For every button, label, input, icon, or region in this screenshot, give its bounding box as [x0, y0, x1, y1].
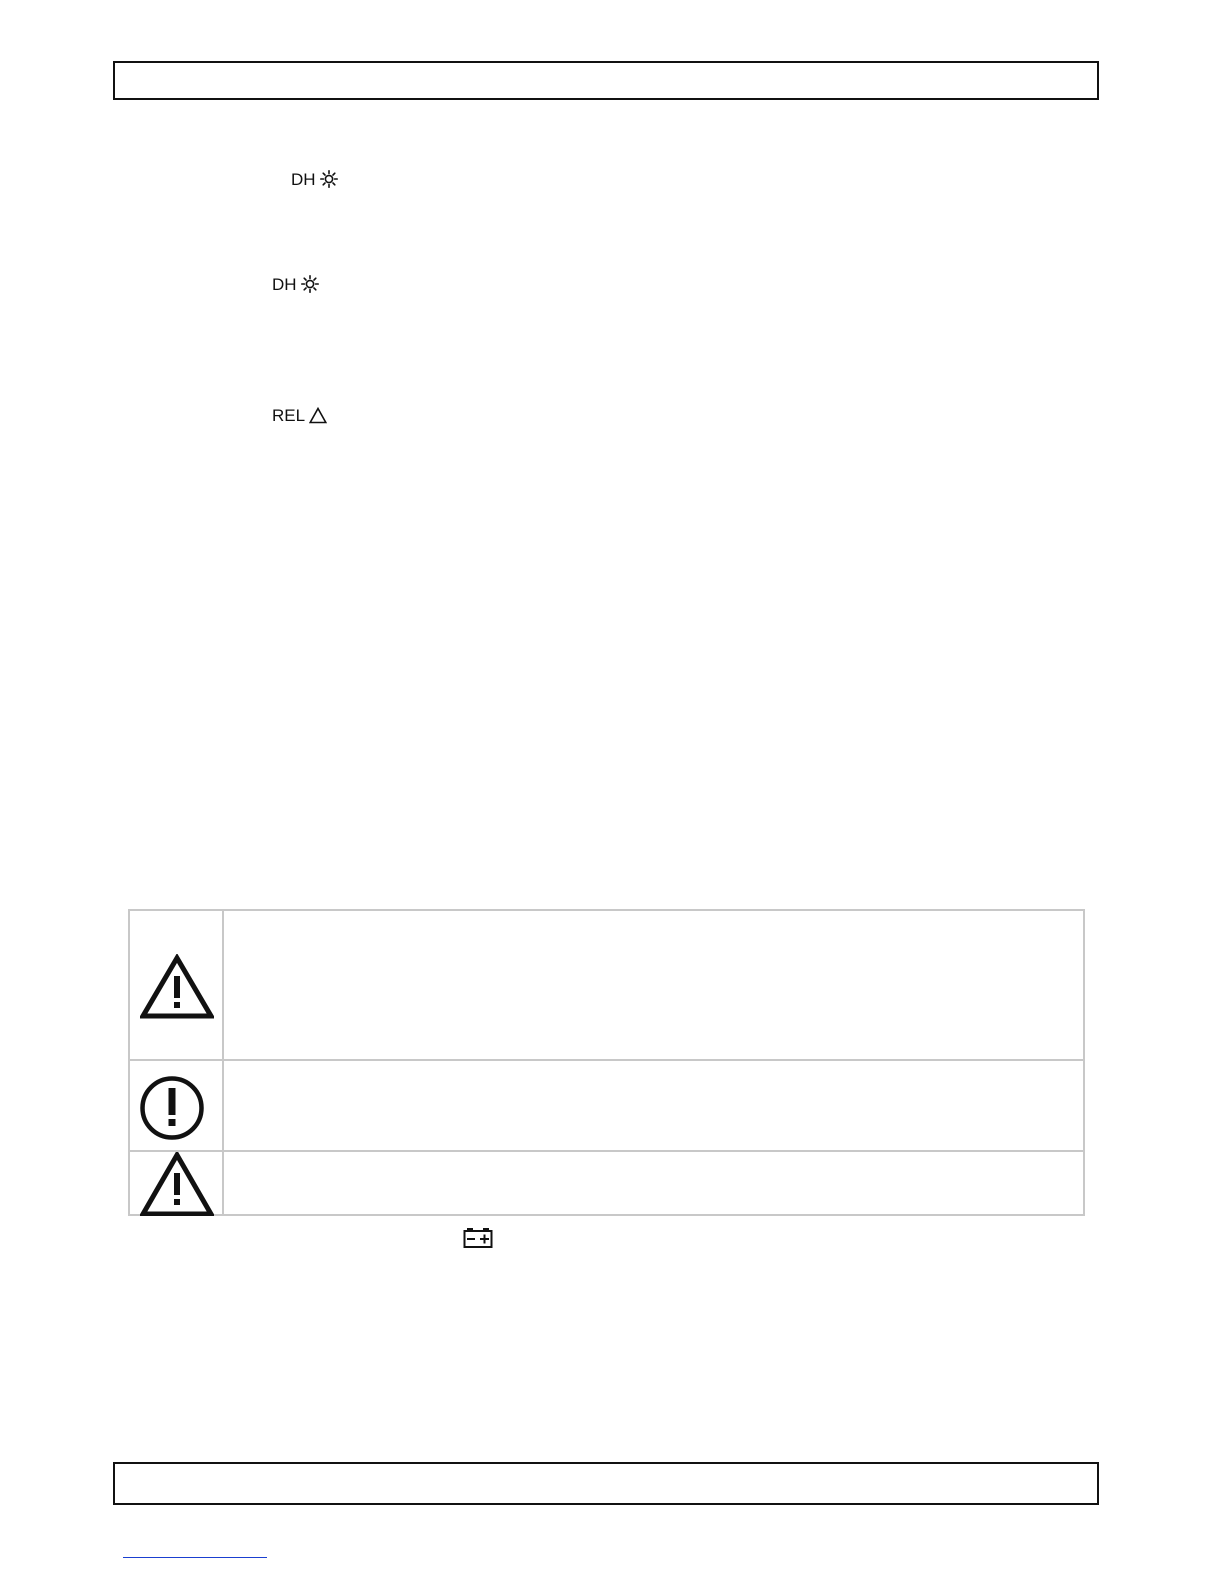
battery-icon — [463, 1227, 493, 1249]
page-footer-frame — [113, 1462, 1099, 1505]
dh-label: DH — [272, 274, 297, 294]
note-text-cell — [224, 911, 1083, 1059]
warning-triangle-icon — [140, 1152, 214, 1216]
note-icon-cell — [130, 1061, 224, 1150]
dh-backlight-symbol — [291, 170, 338, 188]
note-text-cell — [224, 1152, 1083, 1214]
note-icon-cell — [130, 911, 224, 1059]
note-icon-cell — [130, 1152, 224, 1214]
delta-icon — [309, 407, 327, 424]
note-row-warning — [130, 911, 1083, 1061]
safety-notes-table — [128, 909, 1085, 1216]
link-underline[interactable] — [123, 1557, 267, 1558]
note-row-warning — [130, 1152, 1083, 1214]
warning-triangle-icon — [140, 954, 214, 1020]
page-header-frame — [113, 61, 1099, 100]
rel-label: REL — [272, 406, 306, 425]
dh-label: DH — [291, 169, 316, 189]
dh-backlight-symbol — [272, 275, 319, 293]
sun-icon — [320, 170, 338, 188]
exclamation-circle-icon — [139, 1075, 205, 1141]
rel-delta-symbol — [272, 407, 327, 424]
note-text-cell — [224, 1061, 1083, 1150]
sun-icon — [301, 275, 319, 293]
note-row-caution — [130, 1061, 1083, 1152]
